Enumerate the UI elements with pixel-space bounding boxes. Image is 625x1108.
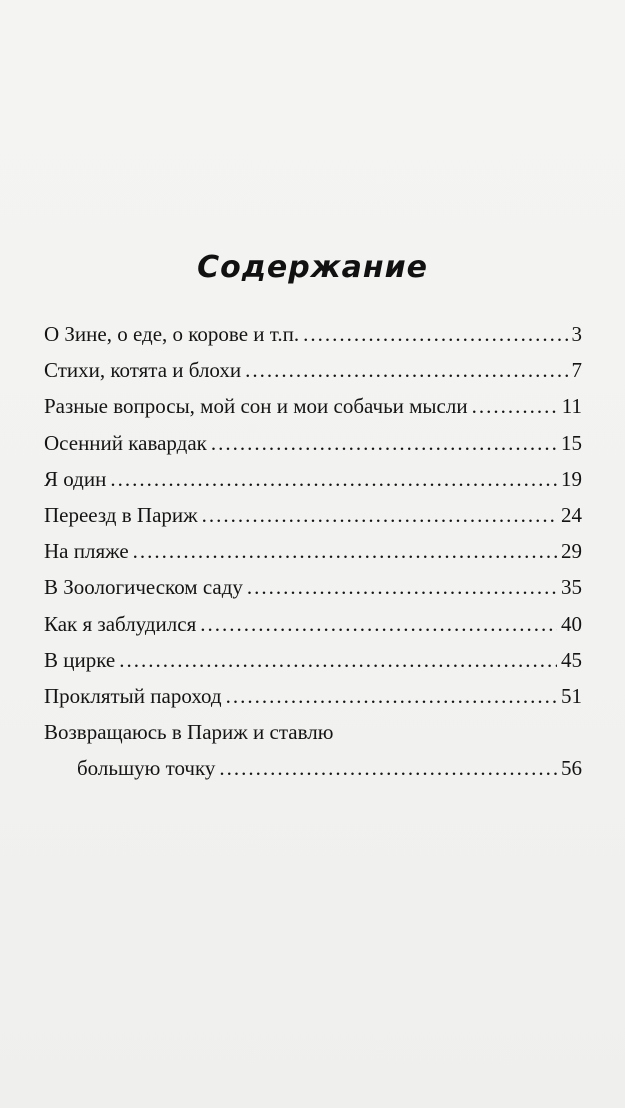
- toc-entry-page: 45: [561, 647, 582, 672]
- toc-entry: [44, 352, 582, 388]
- toc-entry-last-line2: [44, 750, 582, 786]
- toc-entry-title: Проклятый пароход: [44, 683, 222, 708]
- toc-entry: [44, 425, 582, 461]
- leader-dots: [472, 388, 558, 424]
- toc-entry: [44, 316, 582, 352]
- toc-entry-page: 56: [561, 756, 582, 781]
- toc-entry: [44, 461, 582, 497]
- leader-dots: [247, 569, 557, 605]
- table-of-contents: [44, 316, 582, 786]
- toc-entry-title: Стихи, котята и блохи: [44, 358, 242, 383]
- toc-entry-title: Как я заблудился: [44, 611, 197, 636]
- toc-entry: [44, 642, 582, 678]
- toc-entry-page: 15: [561, 430, 582, 455]
- toc-entry-title: В Зоологическом саду: [44, 575, 243, 600]
- toc-entry-title-continued: большую точку: [77, 756, 216, 781]
- toc-entry-page: 19: [561, 466, 582, 491]
- leader-dots: [133, 533, 557, 569]
- toc-entry-page: 51: [561, 683, 582, 708]
- toc-entry-page: 3: [571, 322, 582, 346]
- page-title: Содержание: [197, 250, 428, 285]
- leader-dots: [200, 606, 557, 642]
- toc-entry-page: 29: [561, 539, 582, 564]
- toc-entry-page: 7: [571, 358, 582, 383]
- toc-entry: [44, 533, 582, 569]
- toc-entry-title: О Зине, о еде, о корове и т.п.: [44, 322, 300, 346]
- toc-entry: [44, 569, 582, 605]
- toc-entry-title: Разные вопросы, мой сон и мои собачьи мысли: [44, 394, 468, 419]
- leader-dots: [219, 750, 557, 786]
- toc-entry-title: Переезд в Париж: [44, 502, 198, 527]
- toc-entry-title: Осенний кавардак: [44, 430, 207, 455]
- toc-entry: [44, 606, 582, 642]
- leader-dots: [211, 425, 557, 461]
- toc-entry: [44, 497, 582, 533]
- leader-dots: [245, 352, 567, 388]
- toc-entry: [44, 678, 582, 714]
- leader-dots: [303, 316, 567, 352]
- toc-entry-title: В цирке: [44, 647, 116, 672]
- toc-entry-title: Возвращаюсь в Париж и ставлю: [44, 720, 334, 745]
- toc-entry: [44, 388, 582, 424]
- leader-dots: [226, 678, 557, 714]
- toc-entry-title: Я один: [44, 466, 107, 491]
- toc-entry-page: 24: [561, 502, 582, 527]
- toc-entry-page: 40: [561, 611, 582, 636]
- toc-entry-title: На пляже: [44, 539, 129, 564]
- toc-entry-last-line1: [44, 714, 582, 750]
- leader-dots: [110, 461, 557, 497]
- toc-entry-page: 35: [561, 575, 582, 600]
- toc-entry-page: 11: [561, 394, 582, 419]
- leader-dots: [202, 497, 557, 533]
- leader-dots: [119, 642, 557, 678]
